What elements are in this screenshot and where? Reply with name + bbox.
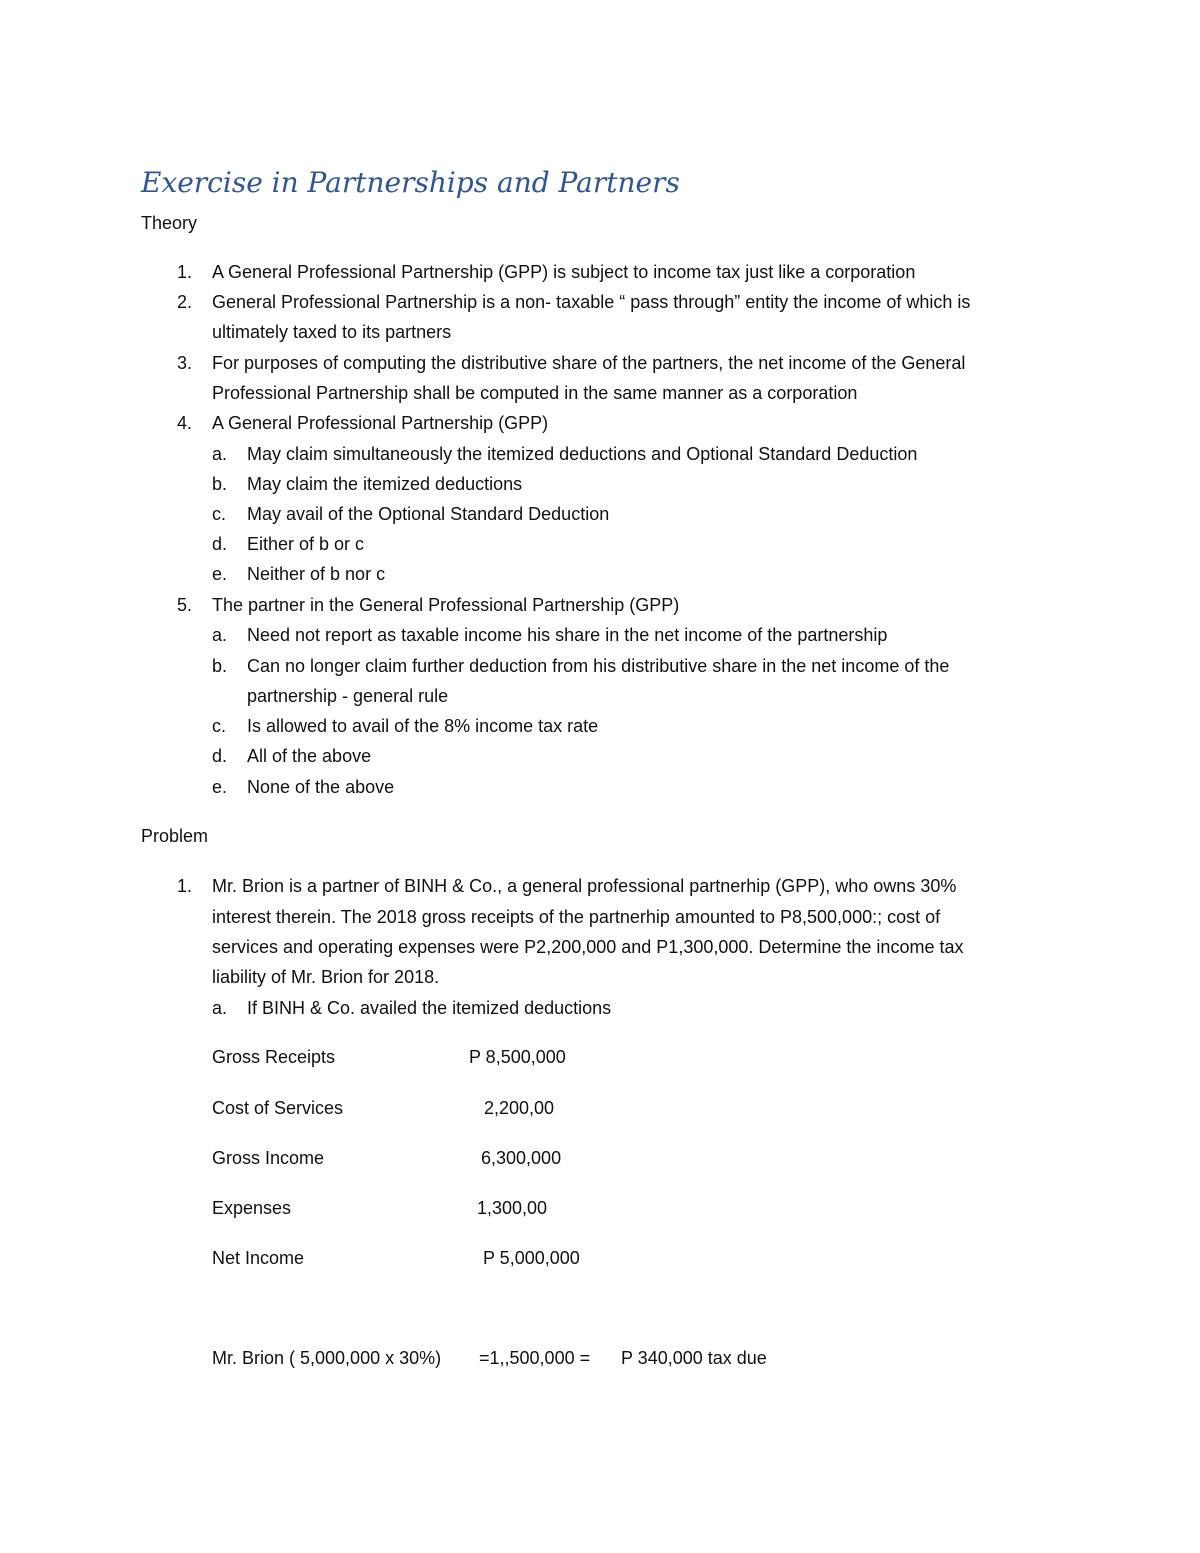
option-text: partnership - general rule <box>247 686 449 706</box>
option-text: Neither of b nor c <box>247 564 386 584</box>
option-letter: c. <box>212 716 227 736</box>
computation-value: P 5,000,000 <box>483 1248 580 1268</box>
option-letter: a. <box>212 625 228 645</box>
problem-text: services and operating expenses were P2,200,000 and P1,300,000. Determine the income tax <box>212 937 964 957</box>
theory-item-text: ultimately taxed to its partners <box>212 322 452 342</box>
computation-label: Expenses <box>212 1198 292 1218</box>
theory-item-text: A General Professional Partnership (GPP) is subject to income tax just like a corporation <box>212 262 916 282</box>
result-tax-due: P 340,000 tax due <box>621 1348 767 1368</box>
computation-value: 1,300,00 <box>477 1198 548 1218</box>
computation-label: Cost of Services <box>212 1098 344 1118</box>
option-text: Need not report as taxable income his share in the net income of the partnership <box>247 625 888 645</box>
option-letter: b. <box>212 656 228 676</box>
problem-text: liability of Mr. Brion for 2018. <box>212 967 440 987</box>
problem-item-number: 1. <box>176 876 192 896</box>
option-letter: a. <box>212 444 228 464</box>
option-text: Can no longer claim further deduction from his distributive share in the net income of the <box>247 656 950 676</box>
result-expression: Mr. Brion ( 5,000,000 x 30%) <box>212 1348 442 1368</box>
theory-heading: Theory <box>141 213 198 233</box>
option-text: May avail of the Optional Standard Deduction <box>247 504 610 524</box>
problem-sub-text: If BINH & Co. availed the itemized deductions <box>247 998 612 1018</box>
option-letter: e. <box>212 777 228 797</box>
problem-sub-letter: a. <box>212 998 228 1018</box>
theory-item-number: 1. <box>176 262 192 282</box>
option-letter: d. <box>212 746 228 766</box>
problem-text: Mr. Brion is a partner of BINH & Co., a general professional partnerhip (GPP), who owns 30% <box>212 876 957 896</box>
computation-label: Gross Receipts <box>212 1047 336 1067</box>
option-letter: c. <box>212 504 227 524</box>
option-text: Is allowed to avail of the 8% income tax rate <box>247 716 599 736</box>
option-text: May claim simultaneously the itemized deductions and Optional Standard Deduction <box>247 444 918 464</box>
theory-item-text: General Professional Partnership is a non- taxable “ pass through” entity the income of which is <box>212 292 971 312</box>
theory-item-number: 4. <box>176 413 192 433</box>
option-text: Either of b or c <box>247 534 365 554</box>
result-intermediate: =1,,500,000 = <box>479 1348 591 1368</box>
option-text: May claim the itemized deductions <box>247 474 523 494</box>
option-text: All of the above <box>247 746 372 766</box>
computation-label: Net Income <box>212 1248 305 1268</box>
computation-value: P 8,500,000 <box>469 1047 566 1067</box>
theory-item-number: 2. <box>176 292 192 312</box>
computation-value: 6,300,000 <box>481 1148 562 1168</box>
option-letter: b. <box>212 474 228 494</box>
problem-text: interest therein. The 2018 gross receipts of the partnerhip amounted to P8,500,000:; cost of <box>212 907 941 927</box>
theory-item-number: 3. <box>176 353 192 373</box>
option-letter: e. <box>212 564 228 584</box>
option-letter: d. <box>212 534 228 554</box>
document-title: Exercise in Partnerships and Partners <box>141 166 680 199</box>
computation-label: Gross Income <box>212 1148 325 1168</box>
computation-value: 2,200,00 <box>484 1098 555 1118</box>
theory-item-number: 5. <box>176 595 192 615</box>
option-text: None of the above <box>247 777 395 797</box>
problem-heading: Problem <box>141 826 209 846</box>
theory-item-text: A General Professional Partnership (GPP) <box>212 413 549 433</box>
theory-item-text: The partner in the General Professional Partnership (GPP) <box>212 595 680 615</box>
theory-item-text: Professional Partnership shall be computed in the same manner as a corporation <box>212 383 858 403</box>
theory-item-text: For purposes of computing the distributive share of the partners, the net income of the General <box>212 353 966 373</box>
